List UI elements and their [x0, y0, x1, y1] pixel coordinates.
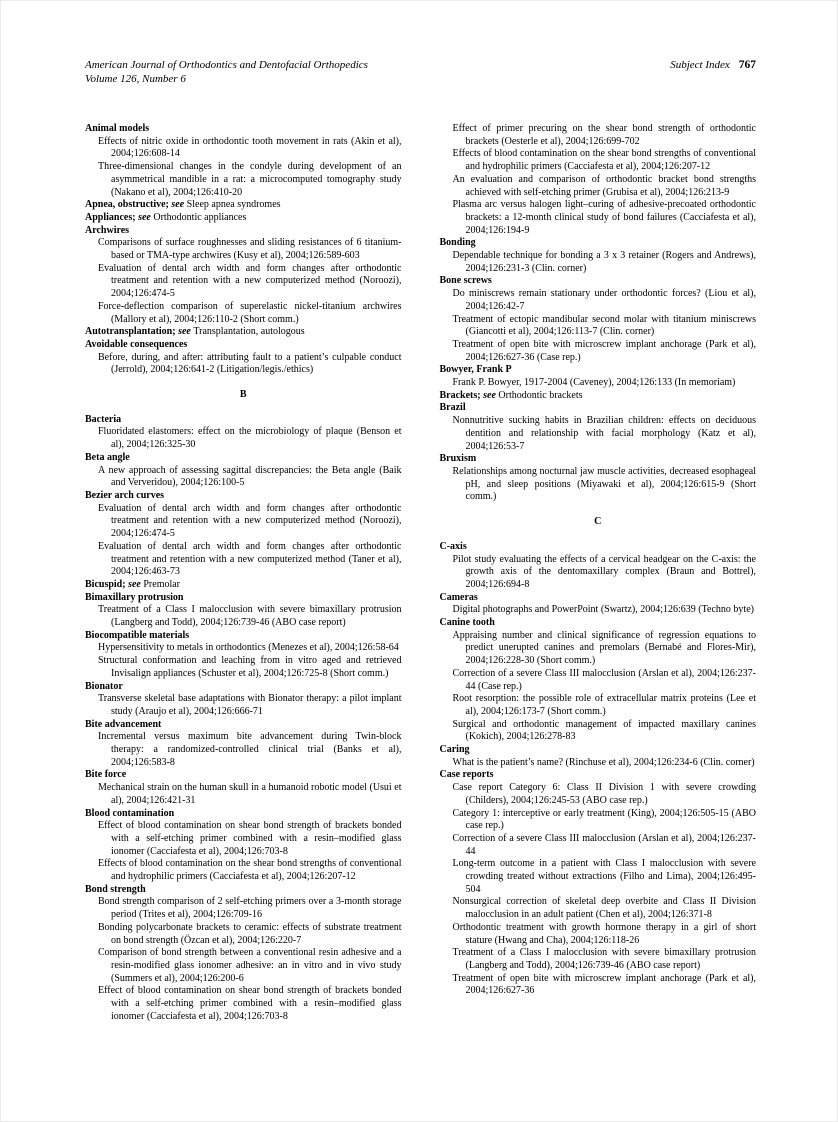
- index-entry: Evaluation of dental arch width and form changes after orthodontic treatment and retention with a new computerized method (Taner et al), 2004;126:463-73: [98, 540, 402, 578]
- see-term: Bicuspid;: [85, 578, 129, 590]
- see-reference: [85, 199, 402, 212]
- index-term: Caring: [439, 744, 470, 756]
- index-entry: Structural conformation and leaching from in vitro aged and retrieved Invisalign appliances (Schuster et al), 2004;126:725-8 (Short comm.): [98, 655, 402, 679]
- index-entry: What is the patient’s name? (Rinchuse et al), 2004;126:234-6 (Clin. corner): [452, 756, 755, 768]
- letter-heading: C: [594, 516, 602, 528]
- see-keyword: see: [138, 211, 154, 223]
- index-entry: Effect of blood contamination on shear bond strength of brackets bonded with a self-etching primer combined with a resin–modified glass ionomer (Cacciafesta et al), 2004;126:703-8: [98, 820, 402, 857]
- index-term: Bruxism: [439, 453, 477, 465]
- index-entry: Comparisons of surface roughnesses and sliding resistances of 6 titanium-based or TMA-type archwires (Kusy et al), 2004;126:589-603: [98, 237, 402, 262]
- index-term: Animal models: [85, 123, 150, 134]
- index-columns: [85, 123, 756, 1024]
- index-term: Archwires: [85, 224, 130, 236]
- index-entry: Root resorption: the possible role of extracellular matrix proteins (Lee et al), 2004;126:173-7 (Short comm.): [452, 693, 756, 717]
- see-reference: [85, 579, 402, 592]
- index-entry: A new approach of assessing sagittal discrepancies: the Beta angle (Baik and Ververidou), 2004;126:100-5: [98, 464, 402, 489]
- header-right: [670, 59, 756, 73]
- see-reference: [85, 212, 402, 225]
- see-target: Sleep apnea syndromes: [186, 199, 281, 211]
- index-term: Bowyer, Frank P: [439, 364, 512, 376]
- index-entry: Dependable technique for bonding a 3 x 3 retainer (Rogers and Andrews), 2004;126:231-3 (Clin. corner): [452, 250, 756, 274]
- index-term: Bacteria: [85, 413, 122, 425]
- see-term: Brackets;: [439, 389, 484, 401]
- journal-info: [85, 59, 368, 86]
- see-keyword: see: [483, 389, 499, 401]
- see-target: Premolar: [143, 578, 181, 590]
- index-entry: Digital photographs and PowerPoint (Swartz), 2004;126:639 (Techno byte): [452, 604, 754, 616]
- index-entry: An evaluation and comparison of orthodontic bracket bond strengths achieved with self-etching primer (Grubisa et al), 2004;126:213-9: [452, 173, 756, 198]
- index-term: Bond strength: [85, 883, 146, 895]
- index-column-right: [440, 123, 757, 1024]
- index-entry: Surgical and orthodontic management of impacted maxillary canines (Kokich), 2004;126:278-83: [452, 718, 756, 743]
- index-entry: Effects of blood contamination on the shear bond strengths of conventional and hydrophilic primers (Cacciafesta et al), 2004;126:207-12: [98, 858, 402, 883]
- index-entry: Fluoridated elastomers: effect on the microbiology of plaque (Benson et al), 2004;126:325-30: [98, 426, 402, 451]
- index-term: Canine tooth: [439, 617, 495, 629]
- index-entry: Effects of blood contamination on the shear bond strengths of conventional and hydrophilic primers (Cacciafesta et al), 2004;126:207-12: [452, 148, 756, 173]
- see-keyword: see: [128, 578, 144, 590]
- see-keyword: see: [178, 326, 194, 338]
- see-term: Appliances;: [85, 211, 139, 223]
- see-term: Apnea, obstructive;: [85, 199, 172, 211]
- index-entry: Plasma arc versus halogen light–curing of adhesive-precoated orthodontic brackets: a 12-month clinical study of bond failures (Cacciafesta et al), 2004;126:194-9: [452, 199, 756, 236]
- letter-heading: B: [239, 389, 247, 401]
- index-term: Bionator: [85, 680, 123, 692]
- index-entry: Effect of primer precuring on the shear bond strength of orthodontic brackets (Oesterle et al), 2004;126:699-702: [452, 123, 756, 147]
- see-target: Transplantation, autologous: [193, 326, 305, 338]
- index-entry: Treatment of open bite with microscrew implant anchorage (Park et al), 2004;126:627-36: [452, 972, 756, 997]
- index-entry: Comparison of bond strength between a conventional resin adhesive and a resin-modified glass ionomer adhesive: an in vitro and in vivo study (Summers et al), 2004;126:200-6: [98, 947, 402, 984]
- index-entry: Appraising number and clinical significance of regression equations to predict unerupted canines and premolars (Bernabé and Flores-Mir), 2004;126:228-30 (Short comm.): [452, 629, 756, 667]
- journal-title: American Journal of Orthodontics and Dentofacial Orthopedics: [85, 59, 368, 71]
- index-entry: Evaluation of dental arch width and form changes after orthodontic treatment and retention with a new computerized method (Noroozi), 2004;126:474-5: [98, 502, 402, 540]
- index-term: Cameras: [439, 591, 478, 603]
- index-entry: Bonding polycarbonate brackets to ceramic: effects of substrate treatment on bond strength (Özcan et al), 2004;126:220-7: [98, 921, 402, 946]
- index-entry: Orthodontic treatment with growth hormone therapy in a girl of short stature (Hwang and Cha), 2004;126:118-26: [452, 921, 756, 946]
- index-entry: Do miniscrews remain stationary under orthodontic forces? (Liou et al), 2004;126:42-7: [452, 288, 756, 312]
- see-reference: [440, 390, 757, 403]
- see-target: Orthodontic brackets: [498, 389, 583, 401]
- section-title: Subject Index: [670, 59, 730, 71]
- see-target: Orthodontic appliances: [153, 211, 247, 223]
- index-term: Bite advancement: [85, 718, 162, 730]
- index-entry: Incremental versus maximum bite advancement during Twin-block therapy: a randomized-controlled clinical trial (Banks et al), 2004;126:583-8: [98, 731, 402, 768]
- index-entry: Long-term outcome in a patient with Class I malocclusion with severe crowding treated without extractions (Filho and Lima), 2004;126:495-504: [452, 858, 756, 895]
- index-entry: Nonsurgical correction of skeletal deep overbite and Class II Division malocclusion in an adult patient (Chen et al), 2004;126:371-8: [452, 896, 756, 921]
- index-term: Bite force: [85, 769, 127, 781]
- index-entry: Bond strength comparison of 2 self-etching primers over a 3-month storage period (Trites et al), 2004;126:709-16: [98, 896, 402, 921]
- index-entry: Frank P. Bowyer, 1917-2004 (Caveney), 2004;126:133 (In memoriam): [452, 377, 736, 389]
- index-entry: Hypersensitivity to metals in orthodontics (Menezes et al), 2004;126:58-64: [98, 642, 399, 654]
- index-entry: Effects of nitric oxide in orthodontic tooth movement in rats (Akin et al), 2004;126:608-14: [98, 135, 402, 160]
- index-entry: Three-dimensional changes in the condyle during development of an asymmetrical mandible in a rat: a microcomputed tomography study (Nakano et al), 2004;126:410-20: [98, 161, 402, 198]
- index-term: Bezier arch curves: [85, 489, 165, 501]
- index-term: Bone screws: [439, 275, 492, 287]
- index-entry: Case report Category 6: Class II Division 1 with severe crowding (Childers), 2004;126:245-53 (ABO case rep.): [452, 782, 756, 806]
- index-entry: Before, during, and after: attributing fault to a patient’s culpable conduct (Jerrold), 2004;126:641-2 (Litigation/legis./ethics): [98, 351, 402, 376]
- index-term: Avoidable consequences: [85, 338, 188, 350]
- index-column-left: [85, 123, 402, 1024]
- index-term: Bimaxillary protrusion: [85, 591, 184, 603]
- page-number: 767: [738, 59, 756, 71]
- index-entry: Relationships among nocturnal jaw muscle activities, decreased esophageal pH, and sleep positions (Miyawaki et al), 2004;126:615-9 (Short comm.): [452, 465, 756, 503]
- journal-volume-line: Volume 126, Number 6: [85, 72, 186, 85]
- index-entry: Nonnutritive sucking habits in Brazilian children: effects on deciduous dentition and relationship with facial morphology (Katz et al), 2004;126:53-7: [452, 415, 756, 452]
- index-term: Beta angle: [85, 451, 130, 463]
- see-keyword: see: [171, 199, 187, 211]
- index-entry: Evaluation of dental arch width and form changes after orthodontic treatment and retention with a new computerized method (Noroozi), 2004;126:474-5: [98, 262, 402, 300]
- index-term: Bonding: [439, 237, 476, 249]
- index-entry: Effect of blood contamination on shear bond strength of brackets bonded with a self-etching primer combined with a resin–modified glass ionomer (Cacciafesta et al), 2004;126:703-8: [98, 985, 402, 1022]
- index-term: Brazil: [439, 402, 466, 414]
- index-term: Biocompatible materials: [85, 629, 190, 641]
- index-entry: Treatment of a Class I malocclusion with severe bimaxillary protrusion (Langberg and Todd), 2004;126:739-46 (ABO case report): [452, 947, 756, 971]
- index-term: Case reports: [439, 769, 494, 781]
- page-header: [85, 59, 756, 86]
- see-reference: [85, 326, 402, 339]
- index-entry: Treatment of a Class I malocclusion with severe bimaxillary protrusion (Langberg and Todd), 2004;126:739-46 (ABO case report): [98, 604, 402, 629]
- index-entry: Transverse skeletal base adaptations with Bionator therapy: a pilot implant study (Araujo et al), 2004;126:666-71: [98, 693, 402, 717]
- index-entry: Mechanical strain on the human skull in a humanoid robotic model (Usui et al), 2004;126:421-31: [98, 782, 402, 806]
- index-entry: Category 1: interceptive or early treatment (King), 2004;126:505-15 (ABO case rep.): [452, 807, 756, 832]
- index-entry: Correction of a severe Class III malocclusion (Arslan et al), 2004;126:237-44 (Case rep.): [452, 667, 756, 692]
- index-term: Blood contamination: [85, 807, 175, 819]
- index-entry: Treatment of ectopic mandibular second molar with titanium miniscrews (Giancotti et al), 2004;126:113-7 (Clin. corner): [452, 313, 756, 338]
- index-entry: Pilot study evaluating the effects of a cervical headgear on the C-axis: the growth axis of the dentomaxillary complex (Braun and Bottrel), 2004;126:694-8: [452, 553, 756, 590]
- index-entry: Correction of a severe Class III malocclusion (Arslan et al), 2004;126:237-44: [452, 832, 756, 857]
- index-entry: Treatment of open bite with microscrew implant anchorage (Park et al), 2004;126:627-36 (Case rep.): [452, 338, 756, 363]
- see-term: Autotransplantation;: [85, 326, 179, 338]
- index-term: C-axis: [439, 540, 467, 552]
- index-entry: Force-deflection comparison of superelastic nickel-titanium archwires (Mallory et al), 2004;126:110-2 (Short comm.): [98, 300, 402, 325]
